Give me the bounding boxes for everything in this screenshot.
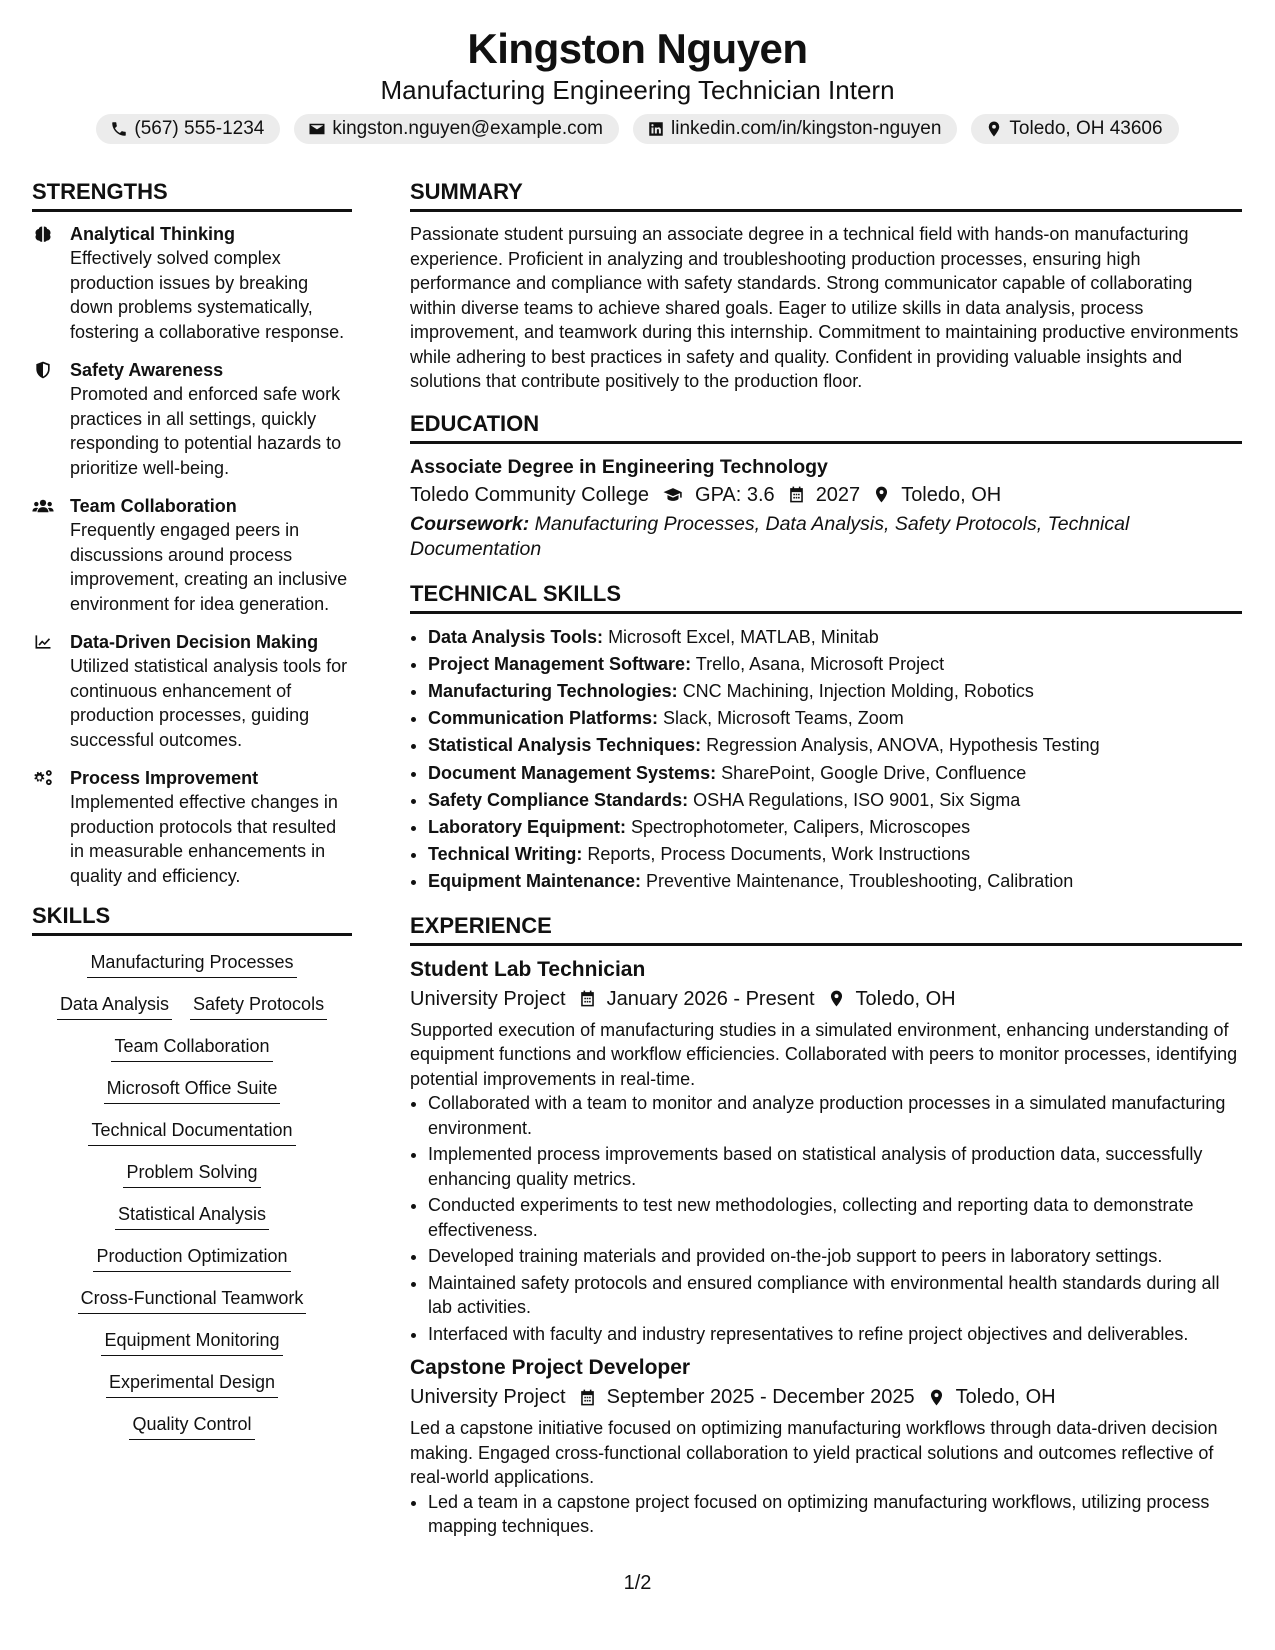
strengths-heading: STRENGTHS [32, 178, 352, 212]
job-entry [410, 1354, 1242, 1539]
strength-desc: Promoted and enforced safe work practices in all settings, quickly responding to potential hazards to prioritize well-being. [70, 384, 342, 478]
strength-title: Team Collaboration [70, 496, 237, 516]
coursework-list: Manufacturing Processes, Data Analysis, Safety Protocols, Technical Documentation [410, 512, 1130, 560]
list-item: • Communication Platforms: Slack, Microsoft Teams, Zoom [428, 705, 1242, 732]
skill-tag: Experimental Design [106, 1370, 278, 1398]
phone-icon [110, 120, 128, 138]
contact-linkedin-text: linkedin.com/in/kingston-nguyen [671, 118, 942, 139]
strength-title: Safety Awareness [70, 360, 224, 380]
list-item: • Document Management Systems: SharePoint, Google Drive, Confluence [428, 760, 1242, 787]
skill-tag: Data Analysis [57, 992, 172, 1020]
education-gpa: GPA: 3.6 [695, 483, 775, 506]
candidate-name: Kingston Nguyen [467, 25, 808, 72]
contact-location [971, 114, 1178, 144]
list-item: • Technical Writing: Reports, Process Documents, Work Instructions [428, 841, 1242, 868]
job-dates: September 2025 - December 2025 [606, 1386, 915, 1409]
users-icon [32, 496, 54, 516]
job-meta [410, 984, 1242, 1014]
list-item: • Safety Compliance Standards: OSHA Regulations, ISO 9001, Six Sigma [428, 787, 1242, 814]
graduation-cap-icon [661, 485, 685, 504]
strength-item [32, 222, 352, 344]
strength-item [32, 630, 352, 752]
job-bullets [410, 1490, 1242, 1539]
contact-bar [0, 114, 1275, 144]
contact-email[interactable] [294, 114, 619, 144]
job-title: Student Lab Technician [410, 957, 646, 981]
skill-tag: Equipment Monitoring [101, 1328, 282, 1356]
linkedin-icon [647, 120, 665, 138]
education-year: 2027 [815, 483, 861, 506]
strength-title: Process Improvement [70, 768, 259, 788]
brain-icon [32, 224, 54, 244]
skill-tag: Quality Control [129, 1412, 254, 1440]
strength-desc: Frequently engaged peers in discussions around process improvement, creating an inclusive environment for idea generation. [70, 520, 348, 614]
education-heading: EDUCATION [410, 410, 1242, 444]
envelope-icon [308, 120, 326, 138]
list-item: • Developed training materials and provided on-the-job support to peers in laboratory settings. [428, 1244, 1242, 1269]
skill-tag: Production Optimization [93, 1244, 290, 1272]
list-item: • Statistical Analysis Techniques: Regression Analysis, ANOVA, Hypothesis Testing [428, 732, 1242, 759]
job-location: Toledo, OH [955, 1386, 1056, 1409]
chart-line-icon [32, 632, 54, 652]
job-description: Led a capstone initiative focused on optimizing manufacturing workflows through data-driven decision making. Engaged cross-functional collaboration to yield practical solutions and outcomes reflective of real-world applications. [410, 1418, 1218, 1488]
list-item: • Equipment Maintenance: Preventive Maintenance, Troubleshooting, Calibration [428, 868, 1242, 895]
skills-heading: SKILLS [32, 902, 352, 936]
strength-title: Analytical Thinking [70, 224, 236, 244]
education-coursework [410, 512, 1242, 562]
education-location: Toledo, OH [901, 483, 1002, 506]
skill-tag: Problem Solving [123, 1160, 260, 1188]
calendar-icon [787, 485, 806, 504]
job-dates: January 2026 - Present [606, 987, 815, 1010]
skill-tag: Technical Documentation [88, 1118, 295, 1146]
strength-title: Data-Driven Decision Making [70, 632, 319, 652]
contact-email-text: kingston.nguyen@example.com [332, 118, 604, 139]
contact-phone[interactable] [96, 114, 280, 144]
skill-tag: Statistical Analysis [115, 1202, 269, 1230]
education-meta [410, 480, 1242, 510]
skill-tag: Team Collaboration [111, 1034, 272, 1062]
calendar-icon [578, 989, 597, 1008]
technical-skills-heading: TECHNICAL SKILLS [410, 580, 1242, 614]
education-degree: Associate Degree in Engineering Technology [410, 455, 828, 478]
list-item: • Project Management Software: Trello, Asana, Microsoft Project [428, 651, 1242, 678]
technical-skills-list [410, 624, 1242, 896]
list-item: • Interfaced with faculty and industry representatives to refine project objectives and deliverables. [428, 1322, 1242, 1347]
strength-item [32, 766, 352, 888]
resume-header [0, 24, 1275, 144]
experience-heading: EXPERIENCE [410, 912, 1242, 946]
strength-item [32, 358, 352, 480]
calendar-icon [578, 1388, 597, 1407]
job-bullets [410, 1091, 1242, 1346]
strength-desc: Utilized statistical analysis tools for continuous enhancement of production processes, guiding successful outcomes. [70, 656, 348, 750]
list-item: • Conducted experiments to test new methodologies, collecting and reporting data to demonstrate effectiveness. [428, 1193, 1242, 1242]
list-item: • Maintained safety protocols and ensured compliance with environmental health standards during all lab activities. [428, 1271, 1242, 1320]
skill-tag: Cross-Functional Teamwork [78, 1286, 307, 1314]
location-pin-icon [827, 989, 846, 1008]
summary-text: Passionate student pursuing an associate degree in a technical field with hands-on manufacturing experience. Proficient in analyzing and troubleshooting production processes, ensuring high performance and compliance with safety standards. Strong communicator capable of collaborating within diverse teams to achieve shared goals. Eager to utilize skills in data analysis, process improvement, and teamwork during this internship. Commitment to maintaining productive environments while adhering to best practices in safety and quality. Confident in providing valuable insights and solutions that contribute positively to the production floor. [410, 224, 1239, 391]
location-pin-icon [985, 120, 1003, 138]
skill-tag: Microsoft Office Suite [104, 1076, 281, 1104]
list-item: • Led a team in a capstone project focused on optimizing manufacturing workflows, utilizing process mapping techniques. [428, 1490, 1242, 1539]
strength-desc: Effectively solved complex production issues by breaking down problems systematically, fostering a collaborative response. [70, 248, 345, 342]
job-org: University Project [410, 1386, 566, 1409]
list-item: • Collaborated with a team to monitor and analyze production processes in a simulated manufacturing environment. [428, 1091, 1242, 1140]
skill-tag: Manufacturing Processes [87, 950, 296, 978]
gears-icon [32, 768, 54, 788]
list-item: • Data Analysis Tools: Microsoft Excel, MATLAB, Minitab [428, 624, 1242, 651]
page-number: 1/2 [623, 1572, 652, 1594]
job-description: Supported execution of manufacturing studies in a simulated environment, enhancing understanding of equipment functions and workflow efficiencies. Collaborated with peers to monitor processes, identifying potential improvements in real-time. [410, 1019, 1238, 1089]
strength-item [32, 494, 352, 616]
skill-tag: Safety Protocols [190, 992, 327, 1020]
job-org: University Project [410, 987, 566, 1010]
location-pin-icon [872, 485, 891, 504]
list-item: • Implemented process improvements based on statistical analysis of production data, successfully enhancing quality metrics. [428, 1142, 1242, 1191]
right-column [410, 178, 1242, 1541]
job-title: Capstone Project Developer [410, 1356, 691, 1380]
shield-icon [32, 360, 54, 380]
coursework-label: Coursework: [410, 512, 530, 535]
strength-desc: Implemented effective changes in production protocols that resulted in measurable enhancements in quality and efficiency. [70, 792, 338, 886]
job-entry [410, 956, 1242, 1347]
summary-heading: SUMMARY [410, 178, 1242, 212]
job-meta [410, 1382, 1242, 1412]
job-location: Toledo, OH [855, 987, 956, 1010]
contact-location-text: Toledo, OH 43606 [1009, 118, 1163, 139]
left-column [32, 178, 352, 1440]
skills-list [32, 946, 352, 1440]
candidate-role: Manufacturing Engineering Technician Intern [380, 75, 895, 105]
list-item: • Manufacturing Technologies: CNC Machining, Injection Molding, Robotics [428, 678, 1242, 705]
location-pin-icon [927, 1388, 946, 1407]
list-item: • Laboratory Equipment: Spectrophotometer, Calipers, Microscopes [428, 814, 1242, 841]
contact-phone-text: (567) 555-1234 [134, 118, 265, 139]
contact-linkedin[interactable] [633, 114, 957, 144]
education-school: Toledo Community College [410, 483, 650, 506]
